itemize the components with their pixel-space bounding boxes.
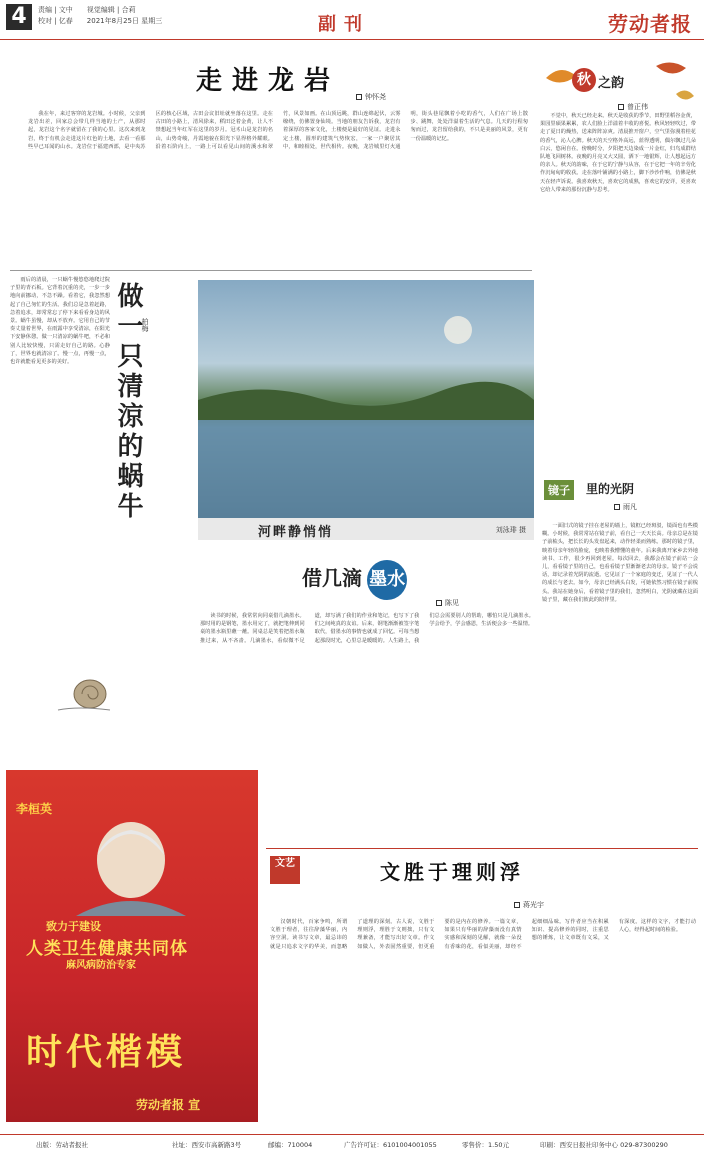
- footer-printer: 印刷：西安日报社印务中心 029-87300290: [540, 1141, 668, 1149]
- poster-big: 时代楷模: [26, 1032, 187, 1073]
- poster-tag: 李桓英: [16, 802, 53, 816]
- autumn-body: [540, 112, 696, 412]
- snail-body-right: [150, 276, 192, 756]
- art-text: 汉朝时代，百家争鸣，所谓文胜于理者，往往辞藻华丽，内容空洞。读书写文章，最忌讳的就是只追求文字的华美，而忽略了道理的深刻。古人说，文胜于理则浮，理胜于文则拙，只有文理兼备，才能写出好文章。作文如做人，外表固然重要，但更重要的是内在的修养。一篇文章，如果只有华丽的辞藻而没有真情实感和深刻的见解，就像一朵没有香味的花，看似美丽，却经不起细细品味。写作者应当在积累知识、提高修养的同时，注重思想的锤炼，让文章既有文采，又有深度。这样的文字，才能打动人心，经得起时间的检验。: [270, 919, 696, 950]
- river-caption: [198, 518, 534, 540]
- snail-text: 雨后的清晨，一只蜗牛慢悠悠地爬过院子里的青石板。它背着沉重的壳，一步一步地向前挪动，不急不躁。看着它，我忽然想起了自己匆忙的生活。我们总是急着赶路，急着追求，却常常忘了停下来看看身边的风景。蜗牛虽慢，却从不放弃。它用自己的节奏丈量着世界，在雨露中享受清凉，在阳光下安静休憩。做一只清凉的蜗牛吧，不必和别人比较快慢，只需走好自己的路。心静了，世界也就清凉了。慢一点，再慢一点，也许就能看见更多的美好。: [10, 277, 110, 366]
- art-author: 蒋光宇: [523, 901, 544, 909]
- art-separator: [266, 848, 698, 849]
- snail-byline: 柏梅: [141, 318, 149, 332]
- river-caption-title: 河畔静悄悄: [258, 525, 334, 540]
- footer-publisher: 出版：劳动者报社: [36, 1141, 88, 1149]
- footer: [0, 1134, 704, 1152]
- masthead-info: [38, 5, 162, 27]
- masthead: [0, 0, 704, 40]
- art-byline: [514, 900, 544, 910]
- dragon-rock-byline: [356, 92, 386, 102]
- mirror-byline: [614, 502, 637, 512]
- mirror-text: 一面旧式的镜子挂在老屋的墙上，镜框已经斑驳，镜面也有些模糊。小时候，我常常站在镜子前，看自己一天天长高。母亲总是在镜子前梳头，把长长的头发盘起来，动作轻柔而熟练。那时的镜子里，映着母亲年轻的脸庞，也映着我懵懂的童年。后来我离开家乡去外地读书、工作，很少再回到老屋。每次回去，我都会在镜子前站一会儿，看看镜子里的自己，也看看镜子里渐渐老去的母亲。镜子不会说话，却记录着光阴的流逝。它见证了一个家庭的变迁，见证了一代人的成长与老去。如今，母亲已经满头白发，可她依然习惯在镜子前梳头。我站在她身后，看着镜子里的我们，忽然明白，光阴就藏在这面镜子里，藏在我们彼此的陪伴里。: [542, 523, 698, 603]
- dragon-rock-body: [28, 110, 528, 265]
- poster-slogan3: 麻风病防治专家: [66, 960, 136, 971]
- masthead-line1: 责编 | 文中 视觉编辑 | 合莉: [38, 6, 136, 14]
- divider-top: [10, 270, 532, 271]
- mirror-body: [542, 522, 698, 840]
- section-name: 副刊: [318, 14, 370, 35]
- poster-sign: 劳动者报 宣: [136, 1098, 201, 1112]
- byline-box-icon: [436, 600, 442, 606]
- autumn-badge: 秋: [572, 68, 596, 92]
- ink-title-a: 借几滴: [302, 566, 362, 590]
- footer-price: 零售价：1.50元: [462, 1141, 509, 1149]
- footer-license: 广告许可证：6101004001055: [344, 1141, 437, 1149]
- ink-title-b: 墨水: [367, 560, 407, 600]
- poster: [6, 770, 258, 1122]
- mirror-title: 里的光阴: [586, 482, 635, 496]
- snail-title-text: 做一只清涼的蜗牛: [113, 282, 143, 522]
- art-body: [270, 918, 696, 1128]
- art-badge: 文艺: [270, 856, 300, 884]
- footer-post: 邮编：710004: [268, 1141, 313, 1149]
- ink-title: [302, 560, 407, 600]
- art-title: 文胜于理则浮: [380, 860, 524, 884]
- poster-slogan2: 人类卫生健康共同体: [26, 939, 188, 959]
- paper-name: 劳动者报: [608, 12, 692, 36]
- autumn-byline: [618, 102, 648, 112]
- river-photo: [198, 280, 534, 518]
- dragon-rock-text: 我在年，来过客穿的龙岩城。小时候，父亲到龙岩出差，回家总会带几样当地的土产，从那时起，龙岩这个名字就留在了我的心里。这次来到龙岩，终于有机会走进这片红色的土地，去看一看那些早已耳闻的山水。龙岩位于福建西部，是中央苏区的核心区域，古田会议旧址就坐落在这里。走在古田的小路上，清风徐来，稻田泛着金黄，让人不禁想起当年红军在这里的岁月。冠豸山是龙岩的名山，山势奇峻，丹霞地貌在阳光下显得格外耀眼。沿着石阶向上，一路上可以看见山间的溪水和翠竹，风景如画。在山顶远眺，群山连绵起伏，云雾缭绕，仿佛置身仙境。当地的朋友告诉我，龙岩有着深厚的客家文化，土楼便是最好的见证。走进永定土楼，圆形的建筑气势恢宏，一家一户聚居其中，和睦相处，世代相传。夜晚，龙岩城里灯火通明，街头巷尾飘着小吃的香气，人们在广场上散步、跳舞，处处洋溢着生活的气息。几天的行程匆匆而过，龙岩留给我的，不只是美丽的风景，更有一份温暖的记忆。: [28, 111, 528, 150]
- river-trees-icon: [198, 280, 534, 518]
- byline-box-icon: [618, 104, 624, 110]
- ink-author: 陈见: [445, 599, 459, 607]
- mirror-badge: 镜子: [544, 480, 574, 500]
- mirror-header: [544, 474, 694, 514]
- portrait-icon: [46, 816, 216, 916]
- dragon-rock-author: 钟怀尧: [365, 93, 386, 101]
- footer-address: 社址：西安市高新路3号: [172, 1141, 242, 1149]
- autumn-title: 之韵: [598, 76, 625, 91]
- mirror-author: 雨凡: [623, 503, 637, 511]
- masthead-line2: 校对 | 亿春 2021年8月25日 星期三: [38, 17, 163, 25]
- poster-slogan1: 致力于建设: [46, 920, 101, 933]
- byline-box-icon: [356, 94, 362, 100]
- snail-icon: [48, 668, 128, 718]
- autumn-author: 曾正伟: [627, 103, 648, 111]
- ink-text: 读书的时候，我常常向同桌借几滴墨水。那时用的是钢笔，墨水用完了，就把笔伸到同桌的墨水瓶里蘸一蘸。同桌总是笑着把墨水瓶推过来，从不吝啬。几滴墨水，看似微不足道，却写满了我们的作业和笔记，也写下了我们之间纯真的友谊。后来，钢笔渐渐被签字笔取代，借墨水的事情也就成了回忆。可每当想起那段时光，心里总是暖暖的。人生路上，我们总会需要别人的帮助，哪怕只是几滴墨水。学会给予，学会感恩，生活便会多一些温情。: [200, 613, 534, 644]
- river-caption-author: 刘泳琲 摄: [495, 526, 526, 534]
- byline-box-icon: [514, 902, 520, 908]
- byline-box-icon: [614, 504, 620, 510]
- autumn-text: 不觉中，秋天已经走来。秋天是收获的季节，田野里稻谷金黄，果园里硕果累累，农人们脸上洋溢着丰收的喜悦。秋风轻轻吹过，带走了夏日的燥热，送来阵阵凉爽。清晨推开窗户，空气里弥漫着桂花的香气，沁人心脾。秋天的天空格外高远，蓝得透明，偶尔飘过几朵白云，悠闲自在。傍晚时分，夕阳把天边染成一片金红，归鸟成群结队地飞回树林。夜晚的月亮又大又圆，洒下一地银辉，让人想起远方的亲人。秋天的韵味，在于它的宁静与从容，在于它把一年的辛劳化作沉甸甸的收获。走在落叶铺满的小路上，脚下沙沙作响，仿佛是秋天在轻声诉说。我喜欢秋天，喜欢它的成熟，喜欢它的安详，更喜欢它给人带来的那份沉静与思考。: [540, 113, 696, 193]
- page-number: 4: [6, 4, 32, 30]
- dragon-rock-title: 走进龙岩: [196, 66, 341, 96]
- ink-byline: [436, 598, 459, 608]
